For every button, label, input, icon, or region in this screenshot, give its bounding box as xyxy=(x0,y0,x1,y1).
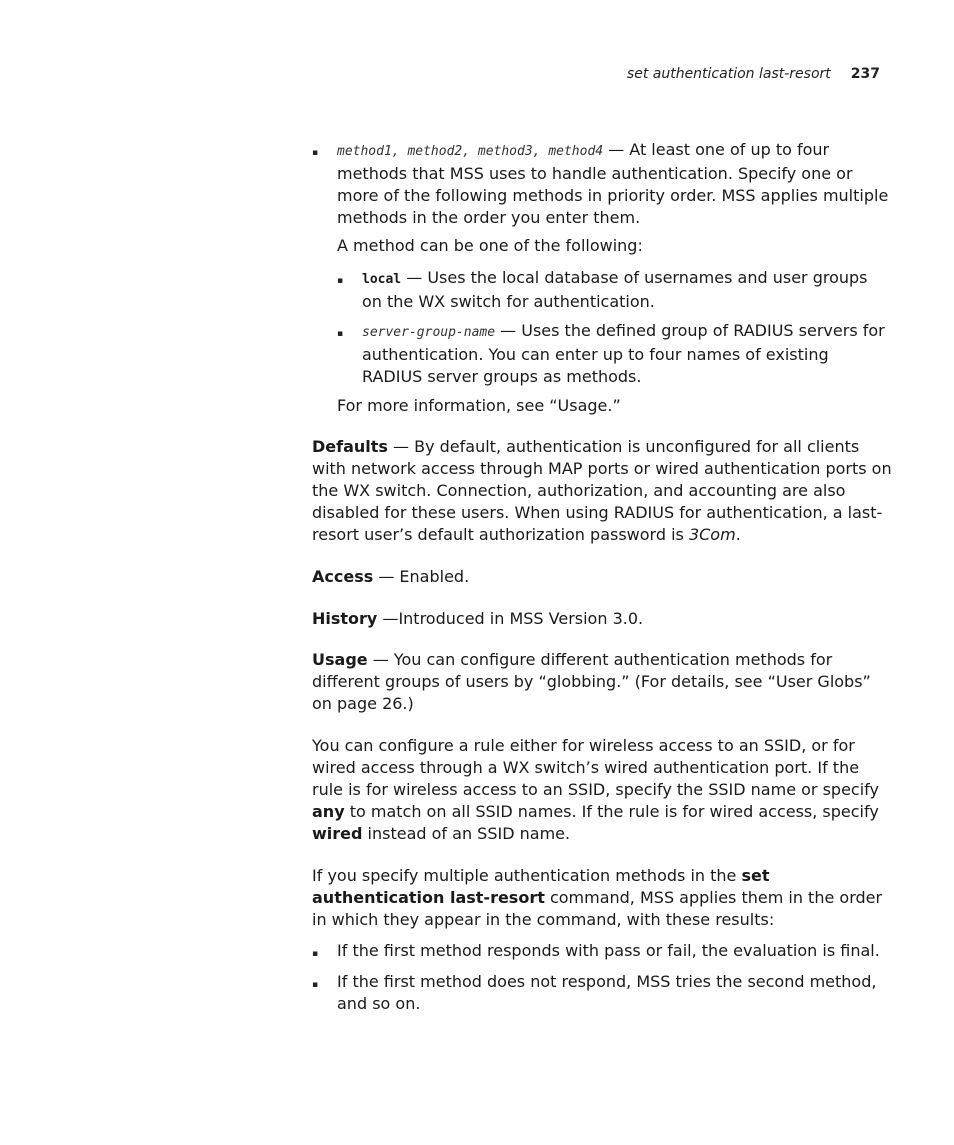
multi-text-2: command, MSS applies them in the order in which they appear in the command, with these results: xyxy=(312,888,883,929)
server-group-term: server-group-name xyxy=(362,325,496,340)
defaults-paragraph xyxy=(312,436,892,546)
running-title: set authentication last-resort xyxy=(626,66,831,82)
local-item xyxy=(362,267,892,313)
bullet-local: ▪ xyxy=(337,276,344,286)
rule-paragraph xyxy=(312,735,892,845)
local-desc: — Uses the local database of usernames and user groups on the WX switch for authentication. xyxy=(362,268,868,311)
usage-text: — You can configure different authentication methods for different groups of users by “globbing.” (For details, see “User Globs” on page 26.) xyxy=(312,650,871,713)
more-info: For more information, see “Usage.” xyxy=(337,396,621,415)
usage-paragraph xyxy=(312,649,892,715)
history-paragraph xyxy=(312,608,892,630)
access-label: Access xyxy=(312,567,374,586)
defaults-end: . xyxy=(735,525,741,544)
default-password: 3Com xyxy=(688,525,736,544)
page-header xyxy=(627,66,880,82)
history-label: History xyxy=(312,609,378,628)
command-name: set authentication last-resort xyxy=(312,866,770,907)
methods-intro: A method can be one of the following: xyxy=(337,236,643,255)
methods-desc: — At least one of up to four methods that MSS uses to handle authentication. Specify one or more of the following methods in priority order. MSS applies multiple methods in the order you enter them. xyxy=(337,140,889,227)
bullet-result-2: ▪ xyxy=(312,980,319,990)
page-number: 237 xyxy=(850,66,880,82)
rule-text-1: You can configure a rule either for wireless access to an SSID, or for wired access through a WX switch’s wired authentication port. If the rule is for wireless access to an SSID, specify the SSID name or specify xyxy=(312,736,879,799)
methods-term: method1, method2, method3, method4 xyxy=(337,144,604,159)
access-paragraph xyxy=(312,566,892,588)
keyword-wired: wired xyxy=(312,824,363,843)
rule-text-3: instead of an SSID name. xyxy=(362,824,571,843)
bullet-result-1: ▪ xyxy=(312,949,319,959)
usage-label: Usage xyxy=(312,650,368,669)
bullet-server-group: ▪ xyxy=(337,329,344,339)
defaults-label: Defaults xyxy=(312,437,388,456)
rule-text-2: to match on all SSID names. If the rule is for wired access, specify xyxy=(344,802,879,821)
server-group-desc: — Uses the defined group of RADIUS servers for authentication. You can enter up to four names of existing RADIUS server groups as methods. xyxy=(362,321,885,386)
result-item-1: If the first method responds with pass or fail, the evaluation is final. xyxy=(337,941,880,960)
server-group-item xyxy=(362,320,892,388)
multi-text-1: If you specify multiple authentication methods in the xyxy=(312,866,742,885)
bullet-methods: ▪ xyxy=(312,148,319,158)
access-text: — Enabled. xyxy=(373,567,470,586)
history-text: —Introduced in MSS Version 3.0. xyxy=(377,609,644,628)
multi-method-paragraph xyxy=(312,865,892,931)
keyword-any: any xyxy=(312,802,345,821)
defaults-text: — By default, authentication is unconfigured for all clients with network access through MAP ports or wired authentication ports on the WX switch. Connection, authorization, and accounting are also disabled for these users. When using RADIUS for authentication, a last-resort user’s default authorization password is xyxy=(312,437,892,544)
methods-item xyxy=(337,139,892,229)
local-term: local xyxy=(362,272,402,287)
result-item-2: If the first method does not respond, MSS tries the second method, and so on. xyxy=(337,972,877,1013)
